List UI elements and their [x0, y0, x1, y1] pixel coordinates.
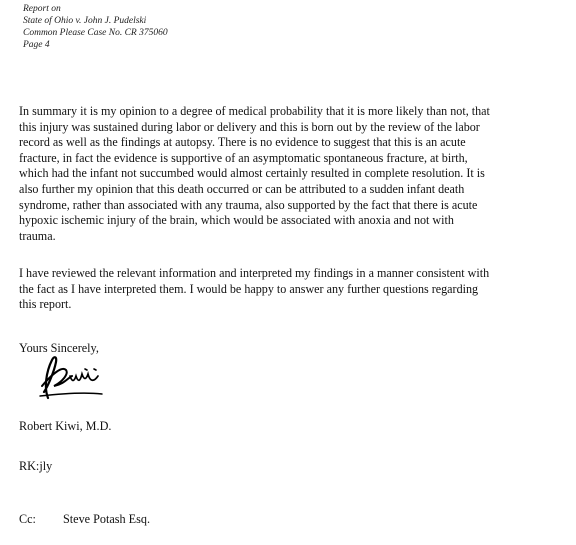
- header-line: Page 4: [23, 40, 50, 50]
- paragraph-line: fracture, in fact the evidence is supportive of an asymptomatic spontaneous fracture, at birth,: [19, 150, 468, 165]
- cc-recipient: Steve Potash Esq.: [63, 512, 151, 526]
- paragraph-line: also further my opinion that this death occurred or can be attributed to a sudden infant death: [19, 181, 465, 196]
- header-line: Common Please Case No. CR 375060: [23, 28, 168, 38]
- closing-salutation: Yours Sincerely,: [19, 341, 99, 355]
- summary-paragraph: [19, 104, 559, 244]
- paragraph-line: record as well as the findings at autopsy. There is no evidence to suggest that this is an acute: [19, 135, 466, 150]
- review-paragraph: [19, 266, 559, 313]
- paragraph-line: the fact as I have interpreted them. I would be happy to answer any further questions regarding: [19, 281, 479, 296]
- paragraph-line: hypoxic ischemic injury of the brain, which would be associated with anoxia and not with: [19, 213, 454, 228]
- handwritten-signature: [38, 352, 118, 400]
- header-line: Report on: [23, 4, 61, 14]
- signer-name: Robert Kiwi, M.D.: [19, 419, 112, 433]
- cc-line: [19, 512, 150, 527]
- cc-label: Cc:: [19, 512, 36, 526]
- paragraph-line: trauma.: [19, 228, 56, 243]
- paragraph-line: syndrome, rather than associated with any trauma, also supported by the fact that there is acute: [19, 197, 478, 212]
- paragraph-line: which had the infant not succumbed would almost certainly resulted in complete resolution. It is: [19, 166, 485, 181]
- header-line: State of Ohio v. John J. Pudelski: [23, 16, 147, 26]
- paragraph-line: this injury was sustained during labor or delivery and this is born out by the review of the labor: [19, 119, 480, 134]
- paragraph-line: this report.: [19, 297, 72, 312]
- typist-initials: RK:jly: [19, 459, 53, 473]
- paragraph-line: In summary it is my opinion to a degree of medical probability that it is more likely than not, that: [19, 104, 490, 118]
- page-header: [23, 3, 168, 51]
- paragraph-line: I have reviewed the relevant information and interpreted my findings in a manner consistent with: [19, 266, 490, 280]
